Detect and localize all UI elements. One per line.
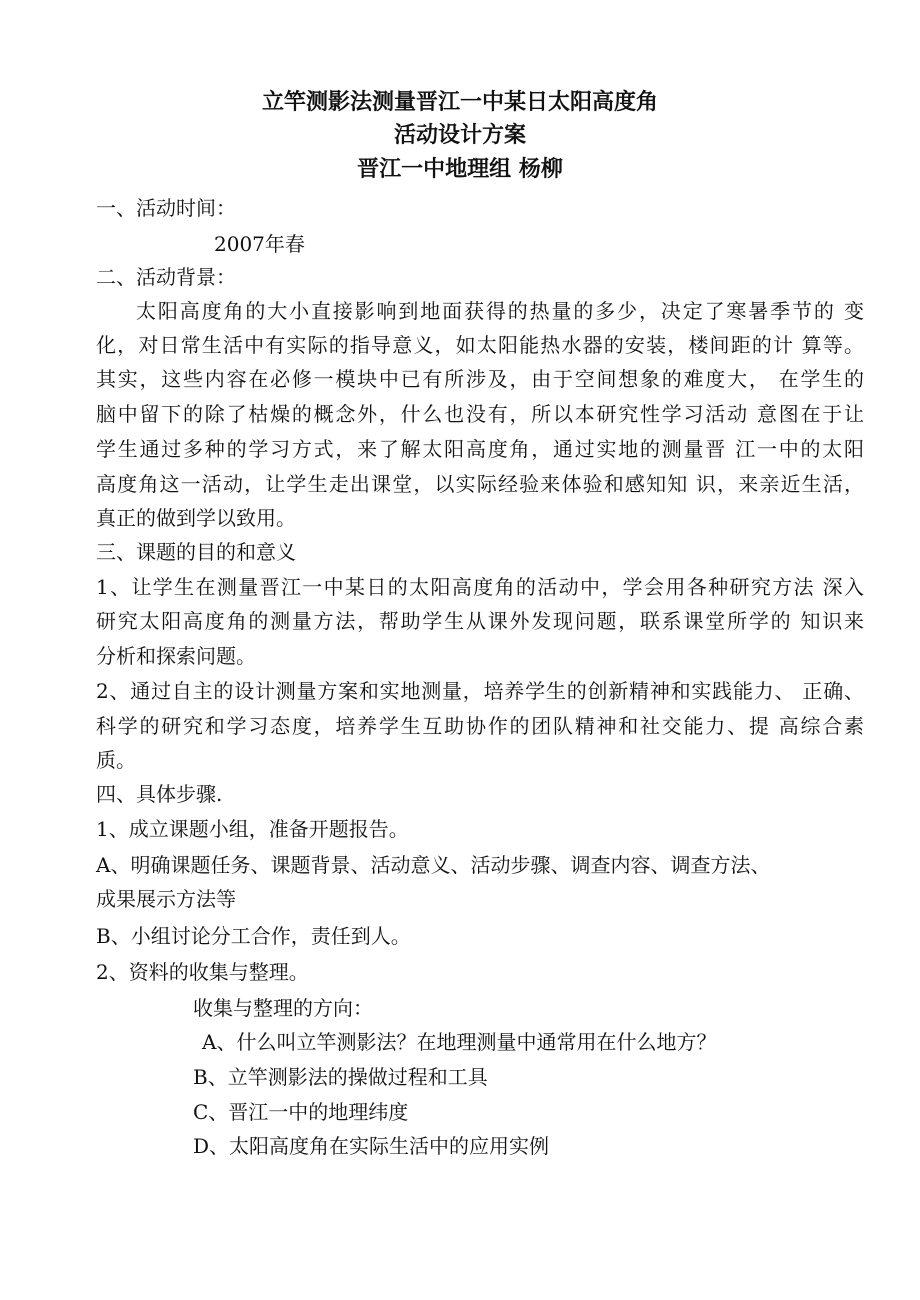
steps-line: 成果展示方法等 [96,887,236,911]
steps-line: 收集与整理的方向： [193,996,373,1020]
purpose-line: 研究太阳高度角的测量方法，帮助学生从课外发现问题，联系课堂所学的 知识来 [96,609,864,633]
purpose-line: 2、通过自主的设计测量方案和实地测量，培养学生的创新精神和实践能力、 正确、 [96,679,864,703]
background-line: 学生通过多种的学习方式，来了解太阳高度角，通过实地的测量晋 江一中的太阳 [96,437,864,461]
section-heading-time: 一、活动时间： [96,196,236,220]
document-title: 立竿测影法测量晋江一中某日太阳高度角 [261,90,658,115]
purpose-line: 分析和探索问题。 [96,644,256,668]
background-line: 其实，这些内容在必修一模块中已有所涉及，由于空间想象的难度大， 在学生的 [96,367,864,391]
document-author: 晋江一中地理组 杨柳 [357,157,563,182]
steps-line: B、立竿测影法的操做过程和工具 [193,1065,488,1089]
steps-line: D、太阳高度角在实际生活中的应用实例 [193,1134,550,1158]
document-subtitle: 活动设计方案 [393,123,526,148]
background-line: 太阳高度角的大小直接影响到地面获得的热量的多少，决定了寒暑季节的 变 [136,299,864,323]
steps-line: A、明确课题任务、课题背景、活动意义、活动步骤、调查内容、调查方法、 [96,853,771,877]
purpose-line: 1、让学生在测量晋江一中某日的太阳高度角的活动中，学会用各种研究方法 深入 [96,575,864,599]
steps-line: C、晋江一中的地理纬度 [193,1100,409,1124]
time-value: 2007年春 [214,232,305,256]
background-line: 真正的做到学以致用。 [96,506,296,530]
steps-line: A、什么叫立竿测影法？在地理测量中通常用在什么地方？ [202,1030,717,1054]
steps-line: B、小组讨论分工合作，责任到人。 [96,924,411,948]
background-line: 高度角这一活动，让学生走出课堂，以实际经验来体验和感知知 识，来亲近生活， [96,472,864,496]
section-heading-background: 二、活动背景： [96,265,236,289]
background-line: 脑中留下的除了枯燥的概念外，什么也没有，所以本研究性学习活动 意图在于让 [96,402,864,426]
section-heading-purpose: 三、课题的目的和意义 [96,540,296,564]
steps-line: 1、成立课题小组，准备开题报告。 [96,817,409,841]
steps-line: 2、资料的收集与整理。 [96,960,309,984]
section-heading-steps: 四、具体步骤. [96,782,223,806]
purpose-line: 科学的研究和学习态度，培养学生互助协作的团队精神和社交能力、提 高综合素 [96,714,864,738]
purpose-line: 质。 [96,748,136,772]
background-line: 化，对日常生活中有实际的指导意义，如太阳能热水器的安装，楼间距的计 算等。 [96,333,864,357]
